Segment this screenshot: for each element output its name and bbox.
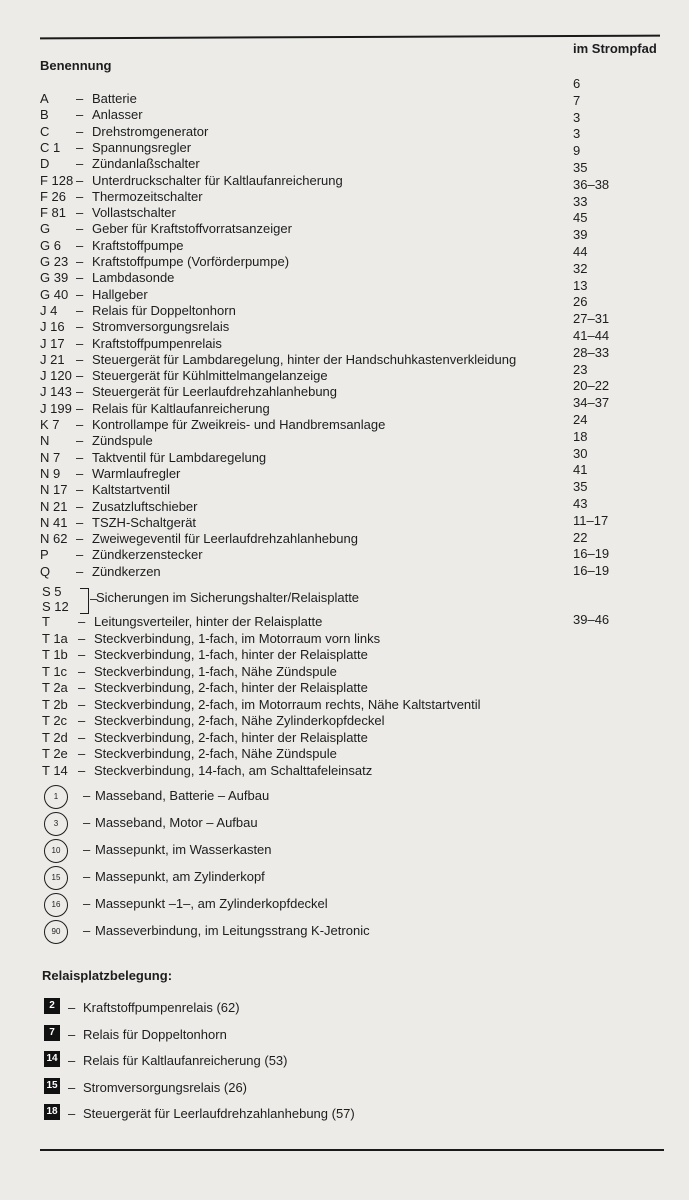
circuit-ref: 39 [573,227,588,243]
circuit-ref: 26 [573,294,588,310]
circuit-ref: 3 [573,126,581,142]
entry-description: TSZH-Schaltgerät [92,514,197,530]
circuit-ref: 18 [573,428,588,444]
entry-code: T 14 [42,762,68,778]
ground-symbol: 10 [44,839,68,863]
relay-dash: – [68,1053,76,1068]
entry-description: Batterie [92,91,137,106]
circuit-ref: 16–19 [573,563,610,579]
entry-description: Relais für Doppeltonhorn [92,302,236,318]
entry-description: Stromversorgungsrelais [92,319,230,335]
entry-dash: – [76,286,84,302]
relay-slot-number: 18 [44,1104,60,1120]
entry-code: A [40,91,49,106]
circuit-ref: 11–17 [573,512,609,528]
circuit-ref: 34–37 [573,395,610,411]
entry-code: J 16 [40,319,65,335]
entry-description: Zündkerzenstecker [92,547,203,563]
entry-code: T 1a [42,630,68,646]
entry-description: Hallgeber [92,286,148,302]
top-rule [40,35,660,40]
entry-code: T 1c [42,663,68,679]
circuit-ref: 22 [573,529,588,545]
entry-dash: – [78,663,86,679]
entry-dash: – [76,531,84,547]
header-im-strompfad: im Strompfad [573,41,657,56]
entry-description: Anlasser [92,107,143,123]
bottom-rule [40,1149,664,1151]
entry-code: B [40,107,49,123]
entry-description: Steckverbindung, 1-fach, Nähe Zündspule [94,663,337,679]
relay-slot-number: 15 [44,1078,60,1094]
entry-description: Zündspule [92,433,153,449]
entry-dash: – [78,696,86,712]
ground-description: Massepunkt, am Zylinderkopf [95,869,265,884]
entry-description: Zündkerzen [92,563,161,579]
circuit-ref: 3 [573,109,581,125]
entry-description: Zündanlaßschalter [92,156,200,172]
circuit-ref: 41 [573,462,588,478]
circuit-ref: 20–22 [573,378,610,394]
ground-symbol: 1 [44,785,68,809]
circuit-ref: 30 [573,445,588,461]
entry-dash: – [76,384,84,400]
entry-code: K 7 [40,417,60,432]
entry-description: Spannungsregler [92,139,192,155]
circuit-ref: 44 [573,244,588,259]
entry-dash: – [76,123,84,139]
entry-dash: – [78,630,86,646]
ground-symbol: 16 [44,893,68,917]
entry-code: N 17 [40,482,68,498]
entry-code: N 21 [40,498,68,514]
circuit-ref: 27–31 [573,311,610,327]
entry-dash: – [76,91,84,106]
ground-dash: – [83,896,91,911]
ground-symbol: 3 [44,812,68,836]
entry-dash: – [76,400,84,416]
entry-code: N 7 [40,449,61,465]
relay-dash: – [68,1000,76,1015]
entry-description: Steuergerät für Leerlaufdrehzahlanhebung [92,384,338,400]
relay-dash: – [68,1079,76,1095]
entry-description: Drehstromgenerator [92,123,209,139]
entry-code: J 143 [40,384,72,400]
entry-dash: – [76,563,84,579]
entry-dash: – [78,713,86,728]
entry-description: Leitungsverteiler, hinter der Relaisplatte [94,614,323,629]
entry-dash: – [76,498,84,514]
circuit-ref: 39–46 [573,612,610,627]
entry-code: G 40 [40,286,69,302]
relais-title: Relaisplatzbelegung: [42,968,173,983]
entry-description: Kontrollampe für Zweikreis- und Handbremsanlage [92,417,386,432]
entry-description: Zusatzluftschieber [92,498,198,514]
entry-dash: – [76,139,84,155]
ground-dash: – [83,923,91,938]
entry-description: Steckverbindung, 2-fach, hinter der Relaisplatte [94,729,368,745]
entry-dash: – [76,465,84,481]
entry-dash: – [76,172,84,188]
entry-code: T [42,614,50,629]
entry-dash: – [76,237,84,253]
entry-code: C 1 [40,139,61,155]
entry-description: Taktventil für Lambdaregelung [92,449,267,465]
entry-description: Steuergerät für Kühlmittelmangelanzeige [92,368,328,384]
ground-description: Masseverbindung, im Leitungsstrang K-Jetronic [95,923,370,938]
entry-code: F 26 [40,188,67,204]
circuit-ref: 36–38 [573,176,610,192]
entry-code: J 199 [40,400,72,416]
entry-description: Lambdasonde [92,270,175,286]
circuit-ref: 33 [573,193,588,209]
entry-code: P [40,547,49,563]
relay-description: Steuergerät für Leerlaufdrehzahlanhebung (57) [83,1106,355,1121]
circuit-ref: 13 [573,277,588,293]
ground-description: Massepunkt, im Wasserkasten [95,842,272,857]
entry-dash: – [78,746,86,761]
circuit-ref: 24 [573,412,588,427]
entry-code: T 2c [42,713,68,728]
entry-dash: – [76,270,84,286]
relay-dash: – [68,1106,76,1121]
entry-code: T 1b [42,647,68,662]
entry-dash: – [76,449,84,465]
entry-description: Steckverbindung, 14-fach, am Schalttafeleinsatz [94,762,373,778]
ground-dash: – [83,842,91,857]
fuse-desc: Sicherungen im Sicherungshalter/Relaisplatte [96,590,360,605]
entry-description: Kraftstoffpumpe (Vorförderpumpe) [92,254,290,269]
entry-code: T 2e [42,746,68,761]
entry-code: F 81 [40,205,67,221]
entry-dash: – [76,254,84,269]
fuse-brace [80,588,89,614]
entry-dash: – [76,221,84,237]
entry-description: Steckverbindung, 1-fach, hinter der Relaisplatte [94,647,368,662]
fuse-code-2: S 12 [42,599,69,614]
fuse-code-1: S 5 [42,584,62,599]
entry-dash: – [76,514,84,530]
entry-description: Relais für Kaltlaufanreicherung [92,400,270,416]
entry-code: J 21 [40,351,65,367]
entry-dash: – [76,335,84,351]
relay-description: Kraftstoffpumpenrelais (62) [83,1000,240,1015]
relay-description: Stromversorgungsrelais (26) [83,1079,248,1095]
entry-code: F 128 [40,172,74,188]
entry-description: Steckverbindung, 2-fach, Nähe Zylinderkopfdeckel [94,713,385,728]
entry-dash: – [76,319,84,335]
circuit-ref: 16–19 [573,546,610,562]
entry-dash: – [76,205,84,221]
entry-code: J 17 [40,335,65,351]
entry-code: G 23 [40,254,69,269]
entry-dash: – [76,156,84,172]
entry-description: Steckverbindung, 2-fach, hinter der Relaisplatte [94,680,368,695]
entry-code: N 9 [40,465,61,481]
circuit-ref: 45 [573,210,588,226]
entry-description: Steckverbindung, 2-fach, Nähe Zündspule [94,746,337,761]
entry-description: Steckverbindung, 1-fach, im Motorraum vorn links [94,630,381,646]
relay-description: Relais für Doppeltonhorn [83,1026,227,1042]
ground-dash: – [83,788,91,803]
entry-description: Kraftstoffpumpe [92,237,184,253]
entry-description: Kraftstoffpumpenrelais [92,335,222,351]
entry-code: G 39 [40,270,69,286]
entry-code: G 6 [40,237,61,253]
entry-dash: – [76,417,84,432]
entry-description: Vollastschalter [92,205,176,221]
ground-description: Massepunkt –1–, am Zylinderkopfdeckel [95,896,328,911]
entry-code: J 4 [40,302,58,318]
relay-slot-number: 7 [44,1025,60,1041]
entry-code: N 41 [40,514,68,530]
ground-dash: – [83,869,91,884]
circuit-ref: 43 [573,496,588,511]
entry-dash: – [76,482,84,498]
circuit-ref: 35 [573,479,588,495]
relay-dash: – [68,1026,76,1042]
entry-description: Steuergerät für Lambdaregelung, hinter der Handschuhkastenverkleidung [92,351,517,367]
entry-code: T 2a [42,680,68,695]
entry-description: Unterdruckschalter für Kaltlaufanreicherung [92,172,343,188]
entry-description: Kaltstartventil [92,482,171,498]
entry-dash: – [78,614,86,629]
circuit-ref: 28–33 [573,344,610,360]
entry-code: T 2b [42,696,68,712]
entry-dash: – [76,433,84,449]
entry-dash: – [76,351,84,367]
ground-symbol: 15 [44,866,68,890]
entry-dash: – [76,368,84,384]
entry-dash: – [78,647,86,662]
circuit-ref: 35 [573,160,588,175]
circuit-ref: 23 [573,361,588,377]
circuit-ref: 9 [573,143,581,159]
entry-description: Geber für Kraftstoffvorratsanzeiger [92,221,292,237]
circuit-ref: 32 [573,260,588,276]
circuit-ref: 6 [573,76,581,91]
entry-code: C [40,123,50,139]
entry-dash: – [76,107,84,123]
entry-code: G [40,221,51,237]
ground-description: Masseband, Batterie – Aufbau [95,788,270,803]
ground-symbol: 90 [44,920,68,944]
entry-description: Steckverbindung, 2-fach, im Motorraum rechts, Nähe Kaltstartventil [94,696,481,712]
entry-dash: – [78,729,86,745]
entry-description: Zweiwegeventil für Leerlaufdrehzahlanhebung [92,531,358,547]
entry-description: Thermozeitschalter [92,188,203,204]
entry-code: N [40,433,50,449]
entry-dash: – [78,762,86,778]
ground-description: Masseband, Motor – Aufbau [95,815,258,830]
fuse-dash: – [90,591,98,606]
entry-code: N 62 [40,531,68,547]
entry-dash: – [78,680,86,695]
entry-code: D [40,156,50,172]
relay-description: Relais für Kaltlaufanreicherung (53) [83,1053,288,1068]
circuit-ref: 7 [573,92,581,108]
entry-dash: – [76,302,84,318]
circuit-ref: 41–44 [573,328,610,343]
entry-code: T 2d [42,729,68,745]
ground-dash: – [83,815,91,830]
entry-code: Q [40,563,51,579]
header-benennung: Benennung [40,58,112,73]
relay-slot-number: 14 [44,1051,60,1067]
relay-slot-number: 2 [44,998,60,1014]
entry-dash: – [76,188,84,204]
entry-dash: – [76,547,84,563]
entry-description: Warmlaufregler [92,465,181,481]
entry-code: J 120 [40,368,72,384]
